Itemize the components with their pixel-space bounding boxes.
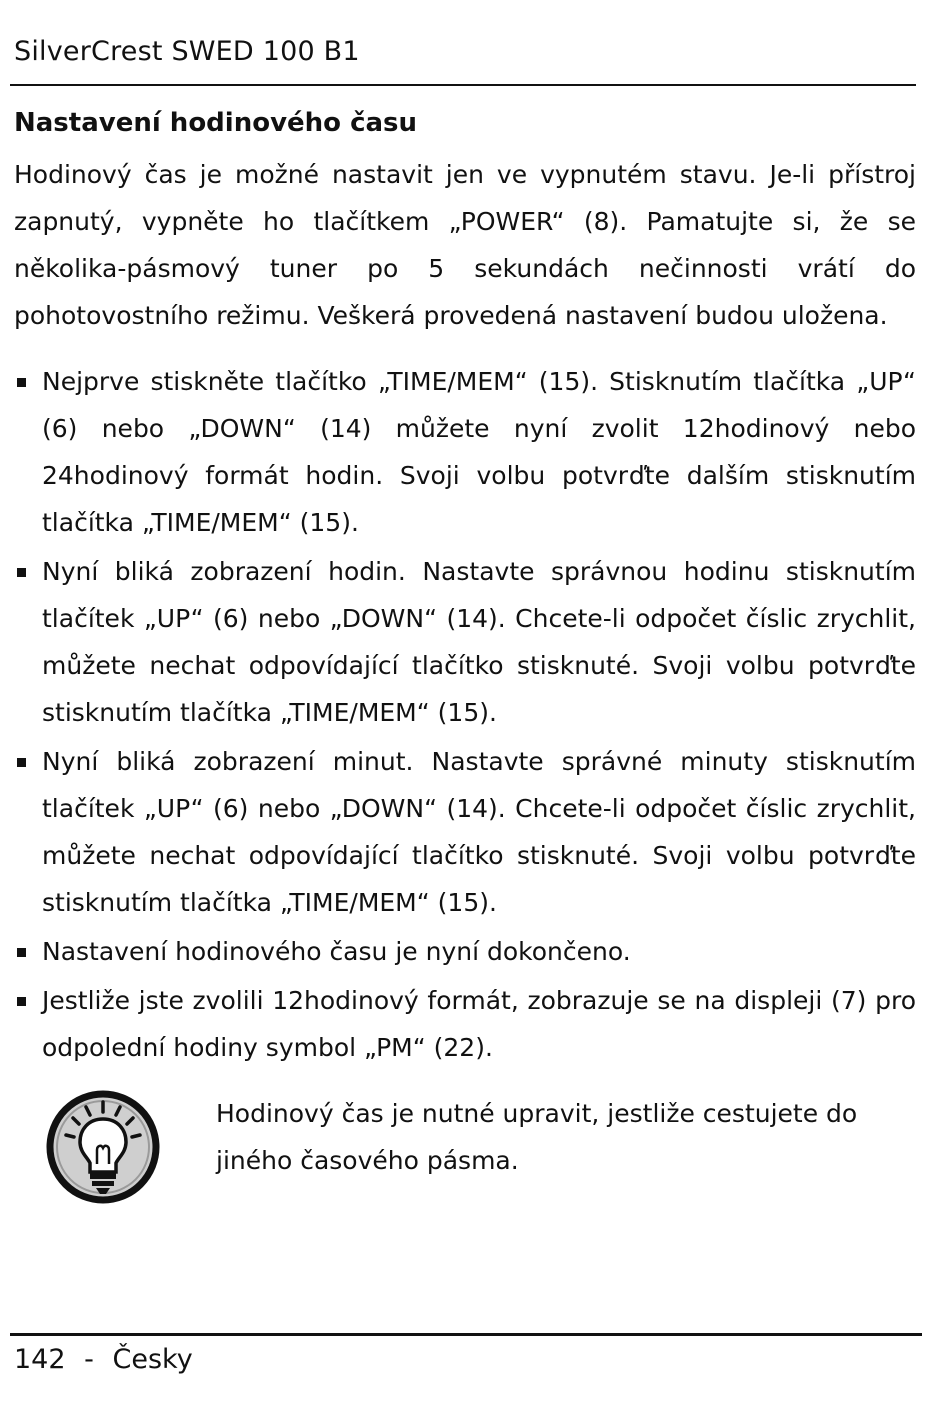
page-number: 142	[14, 1344, 66, 1375]
bullet-square-icon	[17, 997, 26, 1006]
page-footer	[14, 1344, 193, 1375]
bullet-square-icon	[17, 568, 26, 577]
list-item-text: Nyní bliká zobrazení minut. Nastavte správné minuty stisknutím tlačítek „UP“ (6) nebo „DOWN“ (14). Chcete-li odpočet číslic zrychlit, můžete nechat odpovídající tlačítko stisknuté. Svoji volbu potvrďte stisknutím tlačítka „TIME/MEM“ (15).	[42, 747, 916, 917]
tip-text: Hodinový čas je nutné upravit, jestliže cestujete do jiného časového pásma.	[216, 1099, 858, 1175]
list-item	[14, 928, 916, 975]
list-item-text: Nastavení hodinového času je nyní dokončeno.	[42, 937, 631, 966]
footer-separator: -	[84, 1344, 94, 1375]
list-item	[14, 358, 916, 546]
list-item-text: Jestliže jste zvolili 12hodinový formát, zobrazuje se na displeji (7) pro odpolední hodiny symbol „PM“ (22).	[42, 986, 916, 1062]
lightbulb-icon	[44, 1088, 162, 1206]
section-title: Nastavení hodinového času	[14, 108, 418, 138]
list-item-text: Nejprve stiskněte tlačítko „TIME/MEM“ (15). Stisknutím tlačítka „UP“ (6) nebo „DOWN“ (14) můžete nyní zvolit 12hodinový nebo 24hodinový formát hodin. Svoji volbu potvrďte dalším stisknutím tlačítka „TIME/MEM“ (15).	[42, 367, 916, 537]
footer-divider	[10, 1333, 922, 1336]
list-item-text: Nyní bliká zobrazení hodin. Nastavte správnou hodinu stisknutím tlačítek „UP“ (6) nebo „DOWN“ (14). Chcete-li odpočet číslic zrychlit, můžete nechat odpovídající tlačítko stisknuté. Svoji volbu potvrďte stisknutím tlačítka „TIME/MEM“ (15).	[42, 557, 916, 727]
list-item	[14, 738, 916, 926]
footer-language: Česky	[112, 1344, 193, 1375]
list-item	[14, 548, 916, 736]
bullet-square-icon	[17, 378, 26, 387]
header-divider	[10, 84, 916, 86]
document-header: SilverCrest SWED 100 B1	[14, 36, 360, 67]
intro-paragraph: Hodinový čas je možné nastavit jen ve vypnutém stavu. Je-li přístroj zapnutý, vypněte ho tlačítkem „POWER“ (8). Pamatujte si, že se několika-pásmový tuner po 5 sekundách nečinnosti vrátí do pohotovostního režimu. Veškerá provedená nastavení budou uložena.	[14, 160, 916, 330]
bullet-square-icon	[17, 948, 26, 957]
bullet-square-icon	[17, 758, 26, 767]
list-item	[14, 977, 916, 1071]
instruction-list	[14, 358, 916, 1073]
